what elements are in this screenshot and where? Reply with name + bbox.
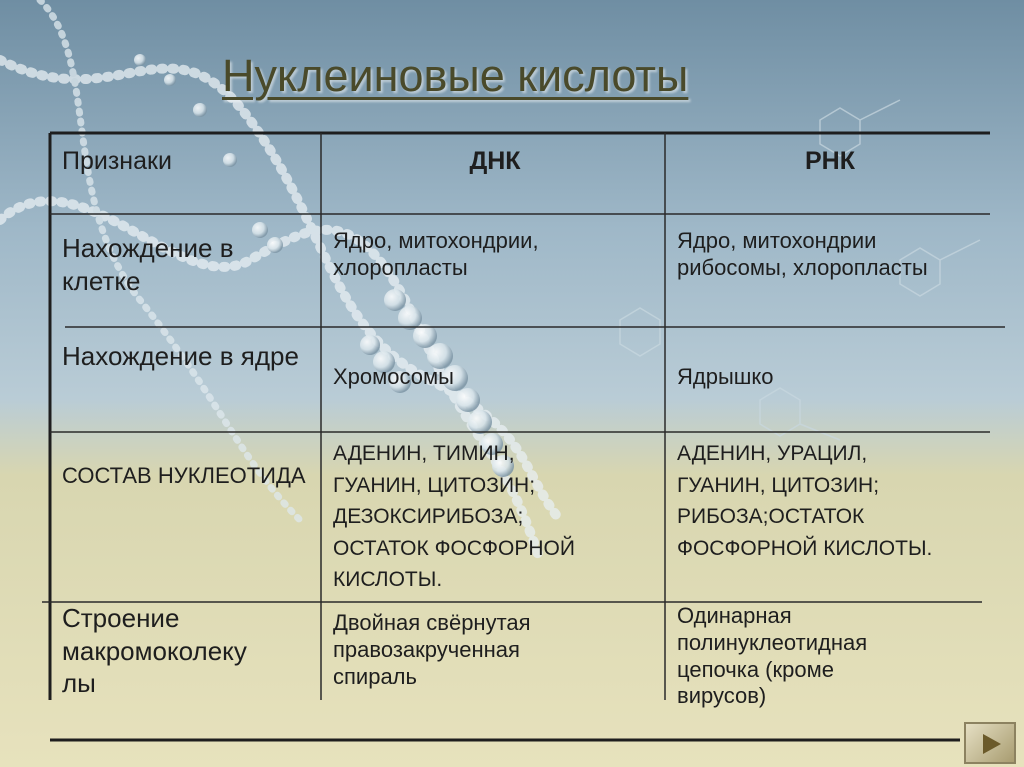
header-rna: РНК [805,147,855,175]
row-label-location-cell: Нахождение в клетке [62,233,234,296]
next-slide-button[interactable] [964,722,1016,764]
text-line: ОСТАТОК ФОСФОРНОЙ [333,536,575,560]
text-line: Двойная свёрнутая [333,610,531,635]
row-cell-dna-nucleotide [333,438,575,596]
text-line: Строение [62,603,180,633]
text-line: ГУАНИН, ЦИТОЗИН; [677,473,880,497]
row-cell-dna-location: Ядро, митохондрии, хлоропласты [333,228,539,280]
row-cell-rna-nucleotide [677,438,932,564]
row-label-location-nucleus: Нахождение в ядре [62,341,299,371]
row-label-nucleotide: СОСТАВ НУКЛЕОТИДА [62,463,306,488]
text-line: АДЕНИН, ТИМИН, [333,442,515,465]
text-line: АДЕНИН, УРАЦИЛ, [677,442,868,465]
text-line: ФОСФОРНОЙ КИСЛОТЫ. [677,536,933,560]
text-line: цепочка (кроме [677,656,834,682]
row-cell-rna-location: Ядро, митохондрии рибосомы, хлоропласты [677,228,928,280]
text-line: правозакрученная [333,636,520,662]
header-dna: ДНК [469,147,521,175]
text-line: ГУАНИН, ЦИТОЗИН; [333,473,536,497]
text-line: РИБОЗА;ОСТАТОК [677,505,865,528]
text-line: полинуклеотидная [677,629,868,655]
row-cell-rna-structure [677,603,867,710]
text-line: Одинарная [677,603,792,628]
row-cell-rna-nucleus: Ядрышко [677,364,774,389]
text-line: ДЕЗОКСИРИБОЗА; [333,505,524,528]
triangle-right-icon [983,734,1001,754]
row-cell-dna-structure [333,610,531,690]
row-cell-dna-nucleus: Хромосомы [333,364,454,389]
text-line: спираль [333,663,417,689]
row-label-structure [62,602,247,700]
text-line: лы [62,668,96,698]
header-features: Признаки [62,147,172,175]
text-line: макромоколеку [62,635,247,666]
text-line: вирусов) [677,683,767,709]
page-title: Нуклеиновые кислоты [222,50,689,101]
text-line: КИСЛОТЫ. [333,568,443,591]
